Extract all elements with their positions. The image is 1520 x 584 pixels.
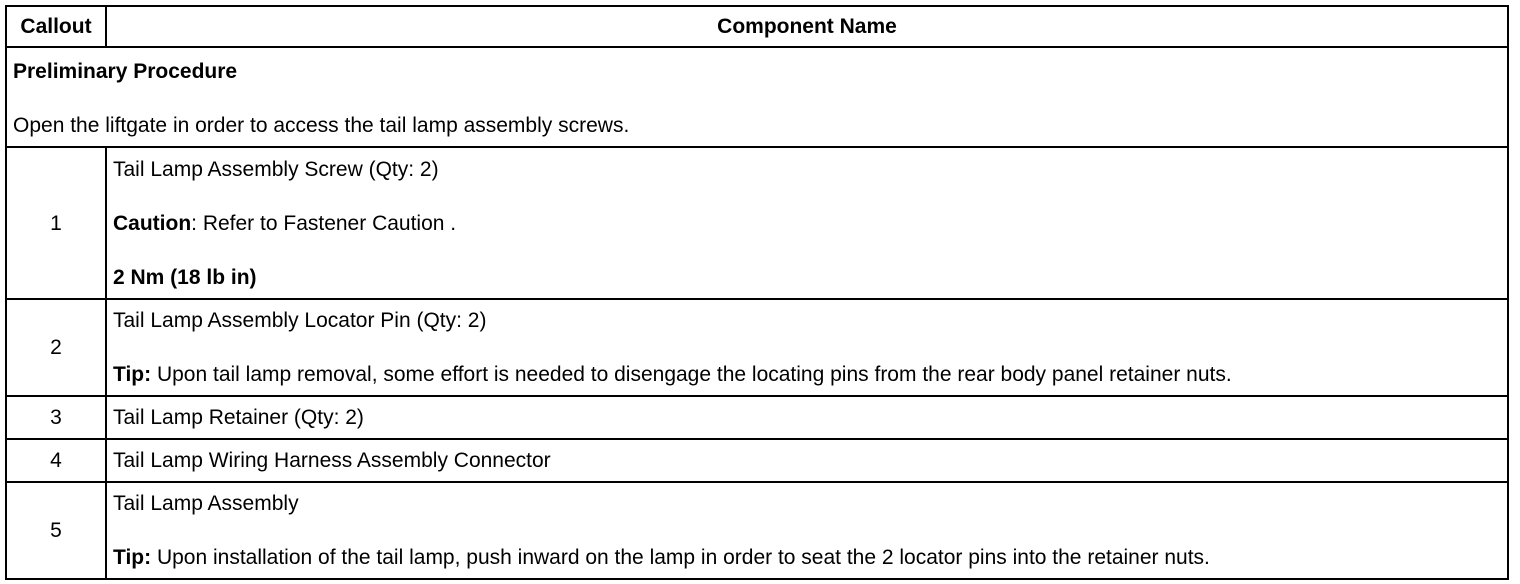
- table-row: [6, 396, 1508, 439]
- table-row: [6, 439, 1508, 482]
- preliminary-cell: [6, 47, 1508, 147]
- caution-note: [113, 211, 1501, 236]
- header-row: [6, 6, 1508, 47]
- component-name: Tail Lamp Wiring Harness Assembly Connector: [106, 439, 1508, 482]
- caution-label: Caution: [113, 211, 192, 235]
- preliminary-title: Preliminary Procedure: [13, 59, 238, 83]
- component-table: [5, 5, 1509, 580]
- table-row: [6, 482, 1508, 579]
- header-component-name: Component Name: [106, 6, 1508, 47]
- component-name: Tail Lamp Retainer (Qty: 2): [106, 396, 1508, 439]
- table-row: [6, 299, 1508, 396]
- callout-number: 2: [6, 299, 106, 396]
- component-cell: [106, 299, 1508, 396]
- torque-spec: 2 Nm (18 lb in): [113, 265, 257, 289]
- caution-text: Refer to Fastener Caution .: [202, 211, 457, 235]
- preliminary-text: Open the liftgate in order to access the tail lamp assembly screws.: [13, 113, 630, 137]
- tip-text: Upon tail lamp removal, some effort is needed to disengage the locating pins from the rear body panel retainer nuts.: [151, 363, 1232, 386]
- component-cell: [106, 147, 1508, 299]
- callout-number: 3: [6, 396, 106, 439]
- tip-note: [113, 545, 1501, 570]
- component-name: Tail Lamp Assembly: [113, 492, 299, 515]
- tip-label: Tip:: [113, 363, 152, 386]
- callout-number: 1: [6, 147, 106, 299]
- tip-note: [113, 362, 1501, 387]
- tip-label: Tip:: [113, 546, 152, 569]
- header-callout: Callout: [6, 6, 106, 47]
- table-row: [6, 147, 1508, 299]
- callout-number: 5: [6, 482, 106, 579]
- component-name: Tail Lamp Assembly Locator Pin (Qty: 2): [113, 309, 487, 332]
- component-cell: [106, 482, 1508, 579]
- preliminary-row: [6, 47, 1508, 147]
- tip-text: Upon installation of the tail lamp, push inward on the lamp in order to seat the 2 locator pins into the retainer nuts.: [151, 546, 1210, 569]
- callout-number: 4: [6, 439, 106, 482]
- component-name: Tail Lamp Assembly Screw (Qty: 2): [113, 157, 439, 181]
- caution-separator: :: [191, 211, 203, 235]
